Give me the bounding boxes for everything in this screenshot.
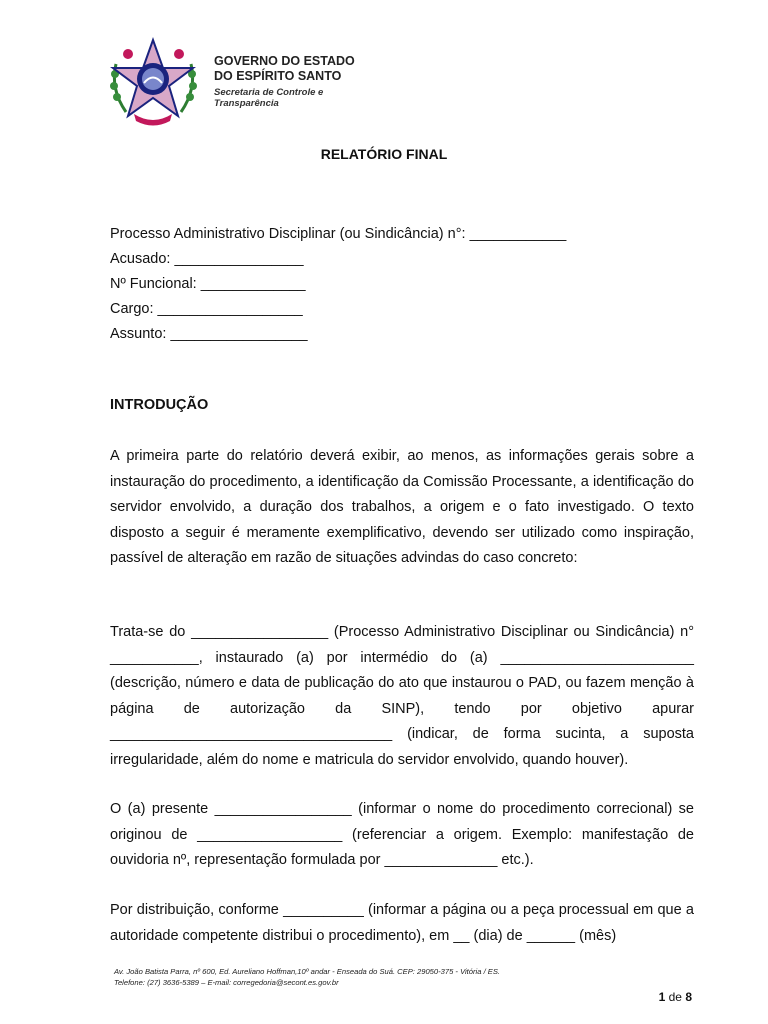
section-heading: INTRODUÇÃO: [110, 397, 209, 413]
field-subject: Assunto: _________________: [110, 326, 308, 342]
page-separator: de: [668, 990, 682, 1004]
form-fields: [110, 222, 566, 347]
paragraph-intro: [110, 444, 694, 572]
header-logo: [106, 34, 376, 130]
paragraph-text: Por distribuição, conforme __________ (informar a página ou a peça processual em que a autoridade competente distribui o procedimento), em __ (dia) de ______ (mês): [110, 902, 694, 944]
header-title-line1: GOVERNO DO ESTADO: [214, 54, 355, 68]
page-current: 1: [658, 990, 666, 1004]
header-title-line2: DO ESPÍRITO SANTO: [214, 69, 342, 83]
coat-of-arms-icon: [106, 34, 201, 129]
page-number: [659, 990, 692, 1004]
footer-contact: Telefone: (27) 3636-5389 – E-mail: corregedoria@secont.es.gov.br: [114, 978, 339, 987]
page-footer: [114, 966, 500, 988]
paragraph-text: A primeira parte do relatório deverá exibir, ao menos, as informações gerais sobre a instauração do procedimento, a identificação da Comissão Processante, a identificação do servidor envolvido, a duração dos trabalhos, a origem e o fato investigado. O texto disposto a seguir é meramente exemplificativo, devendo ser utilizado como inspiração, passível de alteração em razão de situações advindas do caso concreto:: [110, 448, 694, 566]
field-process-number: Processo Administrativo Disciplinar (ou Sindicância) n°: ____________: [110, 226, 567, 242]
footer-address: Av. João Batista Parra, nº 600, Ed. Aureliano Hoffman,10º andar - Enseada do Suá. CEP: 29050-375 - Vitória / ES.: [114, 967, 501, 976]
document-title: RELATÓRIO FINAL: [320, 146, 448, 162]
field-position: Cargo: __________________: [110, 301, 303, 317]
paragraph-origem: [110, 797, 694, 874]
header-subtitle: Secretaria de Controle e Transparência: [214, 87, 324, 109]
paragraph-distribuicao: [110, 898, 694, 949]
paragraph-text: O (a) presente _________________ (informar o nome do procedimento correcional) se originou de __________________ (referenciar a origem. Exemplo: manifestação de ouvidoria nº, representação formulada por ______________ etc.).: [110, 801, 694, 868]
page-total: 8: [685, 990, 692, 1004]
field-accused: Acusado: ________________: [110, 251, 304, 267]
paragraph-trata-se: [110, 620, 694, 773]
paragraph-text: Trata-se do _________________ (Processo Administrativo Disciplinar ou Sindicância) n° ___________, instaurado (a) por intermédio do (a) ________________________ (descrição, número e data de publicação do ato que instaurou o PAD, ou fazem menção à página de autorização da SINP), tendo por objetivo apurar ___________________________________ (indicar, de forma sucinta, a suposta irregularidade, além do nome e matricula do servidor envolvido, quando houver).: [110, 624, 694, 768]
field-functional-number: Nº Funcional: _____________: [110, 276, 306, 292]
